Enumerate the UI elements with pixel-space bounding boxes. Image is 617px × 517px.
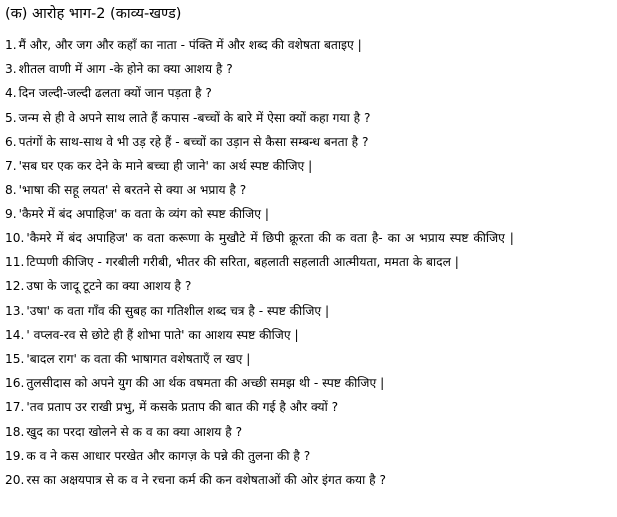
question-number: 17. <box>5 400 25 415</box>
question-number: 9. <box>5 207 17 222</box>
question-number: 5. <box>5 110 17 125</box>
question-item <box>5 347 613 371</box>
question-item <box>5 202 613 226</box>
question-item <box>5 106 613 130</box>
question-item <box>5 468 613 492</box>
question-text: टिप्पणी कीजिए - गरबीली गरीबी, भीतर की सरिता, बहलाती सहलाती आत्मीयता, ममता के बादल | <box>26 255 459 270</box>
question-number: 12. <box>5 279 25 294</box>
question-item <box>5 178 613 202</box>
question-number: 6. <box>5 134 17 149</box>
question-text: खुद का परदा खोलने से क व का क्या आशय है ? <box>26 424 243 439</box>
question-number: 15. <box>5 351 25 366</box>
question-item <box>5 250 613 274</box>
question-text: 'कैमरे में बंद अपाहिज' क वता करूणा के मुखौटे में छिपी क्रूरता की क वता है- का अ भप्राय स्पष्ट कीजिए | <box>26 230 514 245</box>
section-heading: (क) आरोह भाग-2 (काव्य-खण्ड) <box>5 6 182 22</box>
question-item <box>5 130 613 154</box>
question-text: 'भाषा की सहू लयत' से बरतने से क्या अ भप्राय है ? <box>18 183 247 198</box>
question-item <box>5 81 613 105</box>
question-text: 'तव प्रताप उर राखी प्रभु, में कसके प्रताप की बात की गई है और क्यों ? <box>26 400 339 415</box>
question-item <box>5 33 613 57</box>
question-number: 13. <box>5 303 25 318</box>
question-item <box>5 323 613 347</box>
question-item <box>5 57 613 81</box>
question-item <box>5 420 613 444</box>
question-text: उषा के जादू टूटने का क्या आशय है ? <box>26 279 192 294</box>
question-number: 14. <box>5 327 25 342</box>
question-item <box>5 154 613 178</box>
question-text: 'बादल राग' क वता की भाषागत वशेषताएँ ल खए | <box>26 351 251 366</box>
question-number: 10. <box>5 230 25 245</box>
question-list <box>5 33 613 492</box>
question-item <box>5 371 613 395</box>
question-number: 11. <box>5 255 25 270</box>
question-item <box>5 444 613 468</box>
question-text: 'सब घर एक कर देने के माने बच्चा ही जाने' का अर्थ स्पष्ट कीजिए | <box>18 159 313 174</box>
question-text: मैं और, और जग और कहाँ का नाता - पंक्ति में और शब्द की वशेषता बताइए | <box>18 38 362 52</box>
question-number: 18. <box>5 424 25 439</box>
question-number: 1. <box>5 38 17 52</box>
question-item <box>5 299 613 323</box>
question-text: पतंगों के साथ-साथ वे भी उड़ रहे हैं - बच्चों का उड़ान से कैसा सम्बन्ध बनता है ? <box>18 134 369 149</box>
question-text: 'उषा' क वता गाँव की सुबह का गतिशील शब्द चत्र है - स्पष्ट कीजिए | <box>26 303 330 318</box>
question-text: क व ने कस आधार परखेत और कागज़ के पन्ने की तुलना की है ? <box>26 448 311 463</box>
question-item <box>5 274 613 298</box>
question-number: 8. <box>5 183 17 198</box>
question-number: 4. <box>5 86 17 101</box>
question-number: 19. <box>5 448 25 463</box>
question-text: शीतल वाणी में आग -के होने का क्या आशय है ? <box>18 62 233 77</box>
question-item <box>5 227 613 251</box>
question-text: दिन जल्दी-जल्दी ढलता क्यों जान पड़ता है ? <box>18 86 212 101</box>
question-text: तुलसीदास को अपने युग की आ र्थक वषमता की अच्छी समझ थी - स्पष्ट कीजिए | <box>26 376 385 391</box>
question-text: रस का अक्षयपात्र से क व ने रचना कर्म की कन वशेषताओं की ओर इंगत कया है ? <box>26 472 386 487</box>
question-number: 3. <box>5 62 17 77</box>
question-number: 16. <box>5 376 25 391</box>
question-text: ' वप्लव-रव से छोटे ही हैं शोभा पाते' का आशय स्पष्ट कीजिए | <box>26 327 299 342</box>
question-number: 7. <box>5 159 17 174</box>
question-number: 20. <box>5 472 25 487</box>
question-item <box>5 395 613 419</box>
question-text: 'कैमरे में बंद अपाहिज' क वता के व्यंग को स्पष्ट कीजिए | <box>18 207 269 222</box>
question-text: जन्म से ही वे अपने साथ लाते हैं कपास -बच्चों के बारे में ऐसा क्यों कहा गया है ? <box>18 110 371 125</box>
